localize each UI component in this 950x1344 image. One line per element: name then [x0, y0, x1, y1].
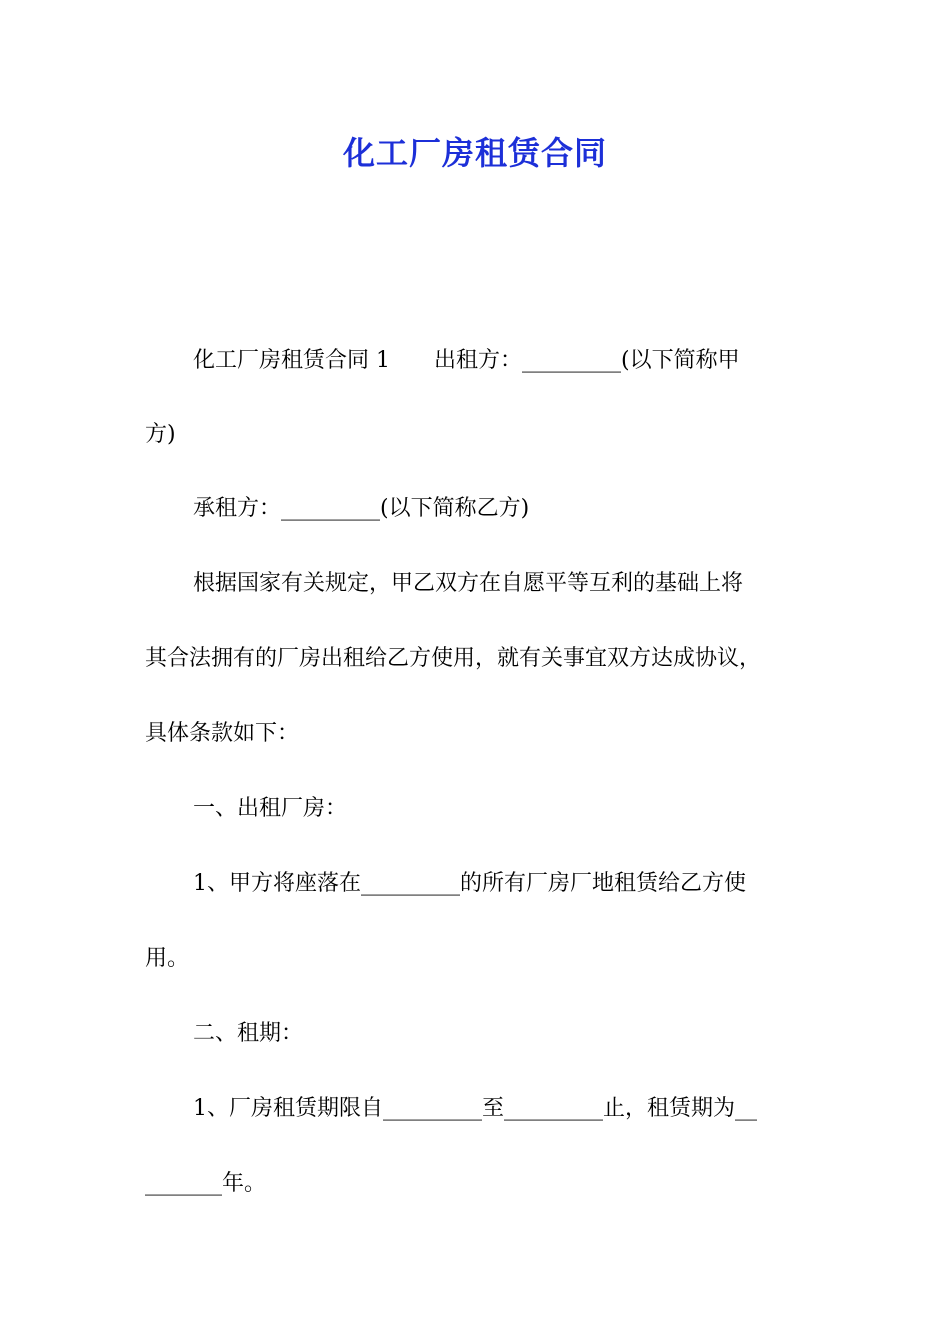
paragraph-line: 方) [145, 422, 176, 447]
paragraph-line: 1、厂房租赁期限自_________至_________止，租赁期为__ [193, 1096, 757, 1121]
paragraph-line: 根据国家有关规定，甲乙双方在自愿平等互利的基础上将 [193, 571, 744, 596]
document-title: 化工厂房租赁合同 [342, 134, 607, 172]
paragraph-line: 化工厂房租赁合同 1 出租方：_________(以下简称甲 [193, 348, 740, 373]
paragraph-line: 其合法拥有的厂房出租给乙方使用，就有关事宜双方达成协议， [145, 646, 762, 671]
paragraph-line: 具体条款如下： [145, 721, 300, 746]
section-heading: 二、租期： [193, 1021, 304, 1046]
paragraph-line: 1、甲方将座落在_________的所有厂房厂地租赁给乙方使 [193, 871, 746, 896]
section-heading: 一、出租厂房： [193, 796, 348, 821]
paragraph-line: 用。 [145, 946, 190, 971]
paragraph-line: 承租方：_________(以下简称乙方) [193, 496, 530, 521]
paragraph-line: _______年。 [145, 1171, 267, 1196]
